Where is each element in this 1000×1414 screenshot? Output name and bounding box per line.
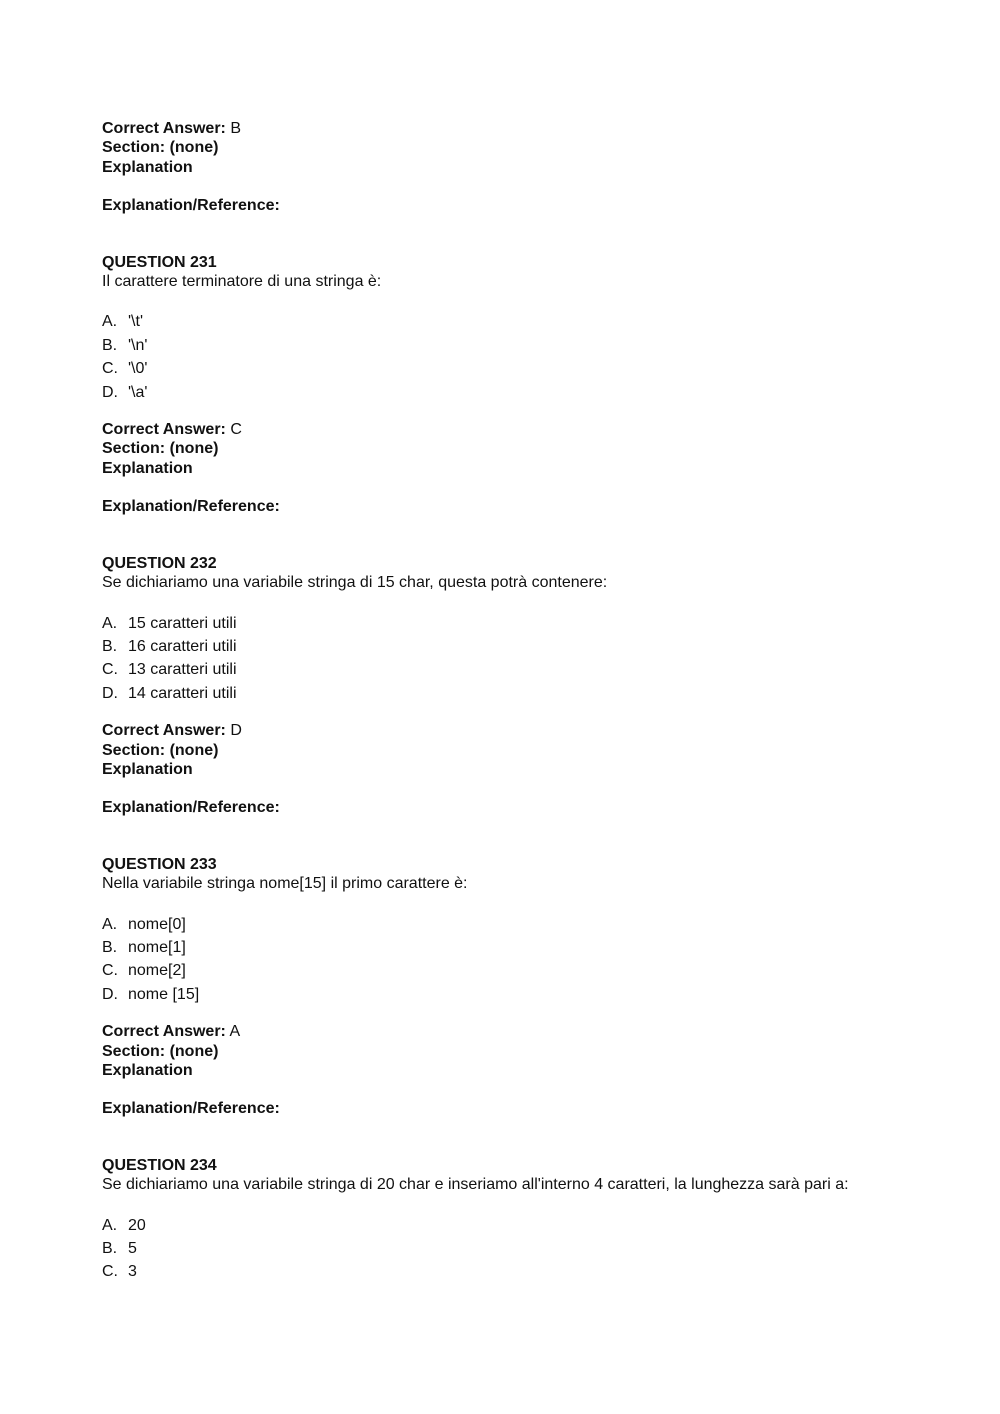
answer-options [102, 310, 962, 404]
option-text: 3 [128, 1263, 137, 1281]
correct-answer-value: A [225, 1023, 241, 1041]
correct-answer-label: Correct Answer: [102, 722, 226, 740]
option-letter: D. [102, 985, 118, 1003]
section-line: Section: (none) [102, 440, 219, 458]
answer-option [102, 310, 962, 333]
question-title: QUESTION 233 [102, 855, 217, 873]
answer-option [102, 612, 962, 635]
correct-answer-label: Correct Answer: [102, 1023, 226, 1041]
answer-option [102, 913, 962, 936]
answer-option [102, 381, 962, 404]
option-letter: C. [102, 962, 118, 980]
option-text: 20 [128, 1216, 146, 1234]
option-text: 13 caratteri utili [128, 661, 237, 679]
option-text: '\n' [128, 336, 148, 354]
document-page [102, 119, 962, 1284]
question-title: QUESTION 231 [102, 253, 217, 271]
option-letter: B. [102, 1240, 118, 1258]
section-line: Section: (none) [102, 741, 219, 759]
option-letter: D. [102, 383, 118, 401]
option-text: nome [15] [128, 985, 200, 1003]
option-text: nome[1] [128, 938, 186, 956]
answer-option [102, 936, 962, 959]
option-text: '\t' [128, 313, 143, 331]
explanation-reference-heading: Explanation/Reference: [102, 498, 280, 516]
question-block [102, 855, 962, 1156]
option-letter: A. [102, 1216, 118, 1234]
option-text: nome[2] [128, 962, 186, 980]
option-text: '\0' [128, 360, 148, 378]
section-line: Section: (none) [102, 139, 219, 157]
correct-answer-line [102, 721, 962, 740]
correct-answer-line [102, 1022, 962, 1041]
answer-option [102, 635, 962, 658]
correct-answer-value: C [225, 421, 242, 439]
correct-answer-value: D [225, 722, 242, 740]
question-block [102, 253, 962, 554]
question-text: Se dichiariamo una variabile stringa di 15 char, questa potrà contenere: [102, 574, 608, 592]
answer-options [102, 612, 962, 706]
question-text: Il carattere terminatore di una stringa è: [102, 273, 382, 291]
option-letter: A. [102, 313, 118, 331]
option-letter: C. [102, 1263, 118, 1281]
correct-answer-value: B [225, 120, 242, 137]
question-text: Se dichiariamo una variabile stringa di 20 char e inseriamo all'interno 4 caratteri, la lunghezza sarà pari a: [102, 1176, 849, 1194]
correct-answer-line [102, 420, 962, 439]
explanation-heading: Explanation [102, 1062, 193, 1079]
answer-option [102, 357, 962, 380]
correct-answer-line [102, 119, 962, 138]
explanation-reference-heading: Explanation/Reference: [102, 799, 280, 817]
answer-option [102, 959, 962, 982]
correct-answer-label: Correct Answer: [102, 421, 226, 439]
option-letter: D. [102, 684, 118, 702]
explanation-heading: Explanation [102, 158, 193, 176]
answer-option [102, 1214, 962, 1237]
option-text: nome[0] [128, 915, 186, 933]
option-text: 16 caratteri utili [128, 637, 237, 655]
explanation-reference-heading: Explanation/Reference: [102, 1100, 280, 1118]
explanation-heading: Explanation [102, 459, 193, 477]
answer-option [102, 1260, 962, 1283]
option-letter: B. [102, 336, 118, 354]
section-line: Section: (none) [102, 1042, 219, 1060]
answer-options [102, 1214, 962, 1284]
answer-option [102, 983, 962, 1006]
question-text: Nella variabile stringa nome[15] il primo carattere è: [102, 875, 468, 893]
option-letter: B. [102, 637, 118, 655]
answer-options [102, 913, 962, 1007]
correct-answer-label: Correct Answer: [102, 120, 226, 137]
answer-option [102, 334, 962, 357]
explanation-reference-heading: Explanation/Reference: [102, 197, 280, 215]
answer-option [102, 658, 962, 681]
question-block [102, 554, 962, 855]
option-text: 15 caratteri utili [128, 614, 237, 632]
previous-question-footer [102, 119, 962, 253]
option-letter: B. [102, 938, 118, 956]
explanation-heading: Explanation [102, 760, 193, 778]
option-letter: C. [102, 360, 118, 378]
question-block [102, 1156, 962, 1284]
answer-option [102, 1237, 962, 1260]
question-title: QUESTION 232 [102, 554, 217, 572]
option-letter: C. [102, 661, 118, 679]
option-letter: A. [102, 614, 118, 632]
option-text: '\a' [128, 383, 148, 401]
option-letter: A. [102, 915, 118, 933]
option-text: 5 [128, 1240, 137, 1258]
answer-option [102, 682, 962, 705]
option-text: 14 caratteri utili [128, 684, 237, 702]
question-title: QUESTION 234 [102, 1156, 217, 1174]
